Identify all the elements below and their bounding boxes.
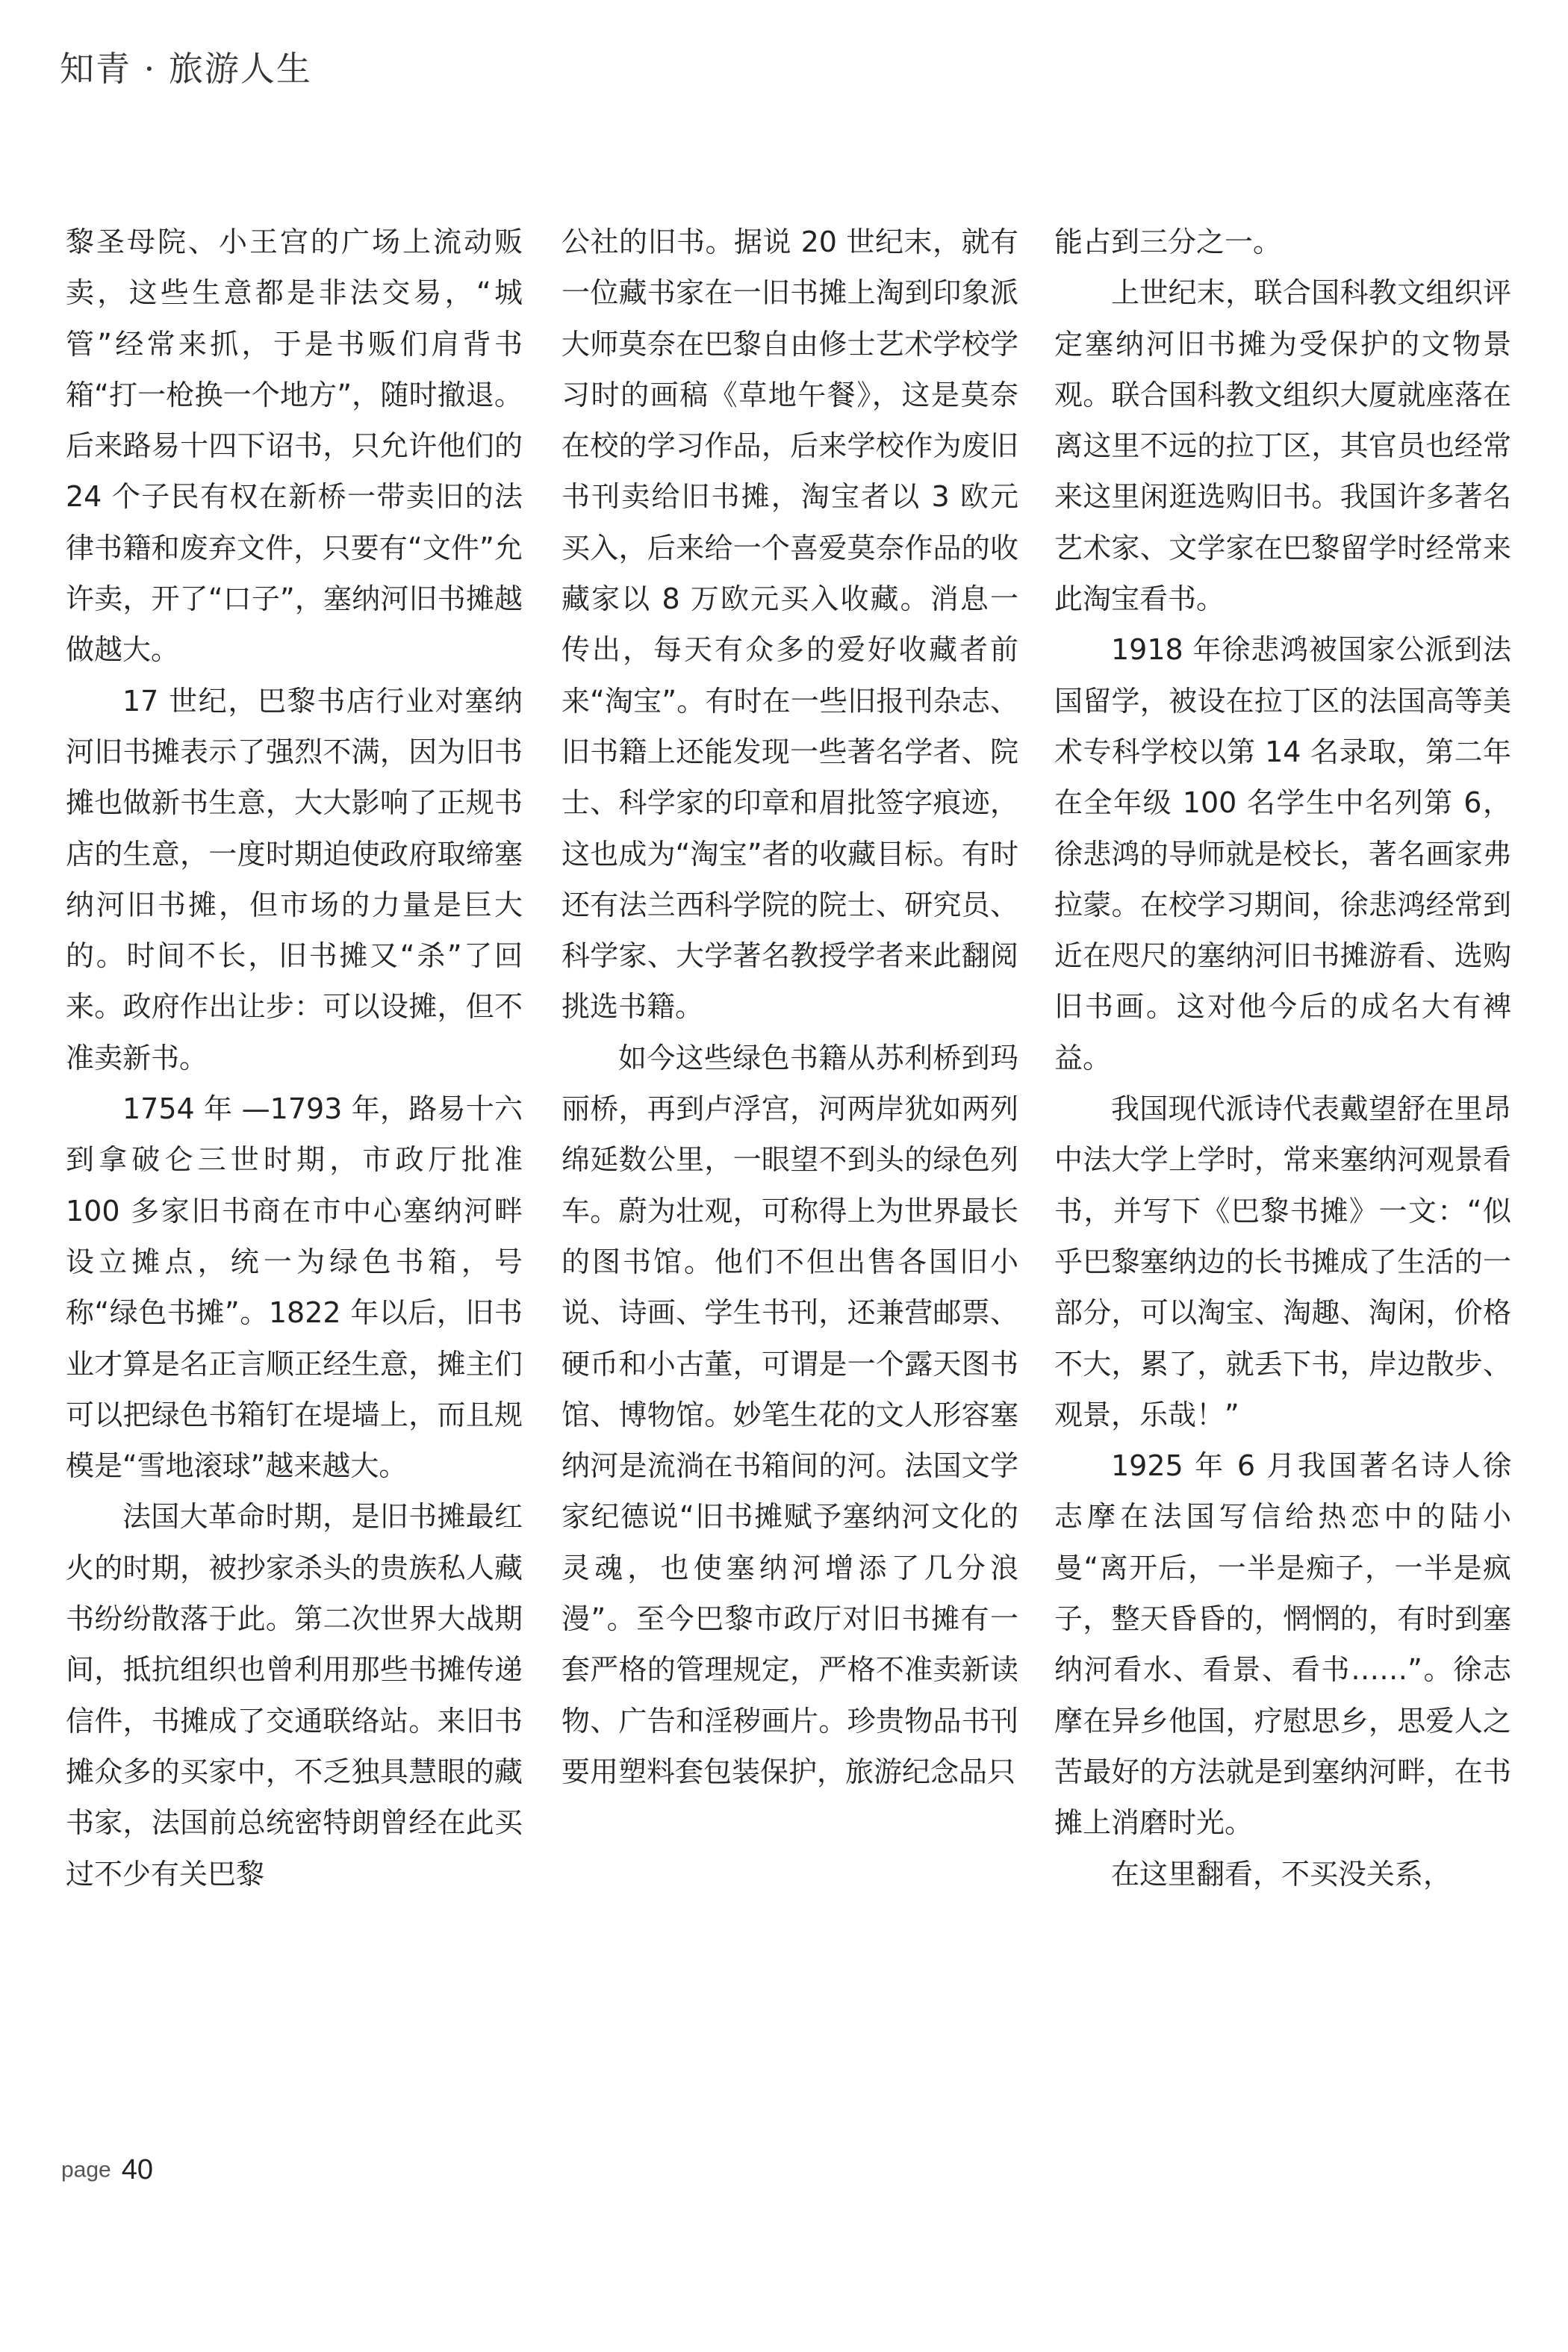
paragraph: 上世纪末，联合国科教文组织评定塞纳河旧书摊为受保护的文物景观。联合国科教文组织大厦就座落在离这里不远的拉丁区，其官员也经常来这里闲逛选购旧书。我国许多著名艺术家、文学家在巴黎留学时经常来此淘宝看书。: [1054, 276, 1511, 616]
page-number: 40: [121, 2154, 154, 2185]
paragraph: 公社的旧书。据说 20 世纪末，就有一位藏书家在一旧书摊上淘到印象派大师莫奈在巴黎自由修士艺术学校学习时的画稿《草地午餐》，这是莫奈在校的学习作品，后来学校作为废旧书刊卖给旧书摊，淘宝者以 3 欧元买入，后来给一个喜爱莫奈作品的收藏家以 8 万欧元买入收藏。消息一传出，每天有众多的爱好收藏者前来“淘宝”。有时在一些旧报刊杂志、旧书籍上还能发现一些著名学者、院士、科学家的印章和眉批签字痕迹，这也成为“淘宝”者的收藏目标。有时还有法兰西科学院的院士、研究员、科学家、大学著名教授学者来此翻阅挑选书籍。: [561, 225, 1018, 1024]
paragraph: 能占到三分之一。: [1054, 225, 1282, 258]
text-column-2: [561, 217, 1018, 1797]
paragraph: 1918 年徐悲鸿被国家公派到法国留学，被设在拉丁区的法国高等美术专科学校以第 14 名录取，第二年在全年级 100 名学生中名列第 6，徐悲鸿的导师就是校长，著名画家弗拉蒙。在校学习期间，徐悲鸿经常到近在咫尺的塞纳河旧书摊游看、选购旧书画。这对他今后的成名大有裨益。: [1054, 633, 1511, 1074]
text-column-1: [66, 217, 523, 1900]
text-column-3: [1054, 217, 1511, 1900]
paragraph: 1754 年 —1793 年，路易十六到拿破仑三世时期，市政厅批准 100 多家旧书商在市中心塞纳河畔设立摊点，统一为绿色书箱，号称“绿色书摊”。1822 年以后，旧书业才算是名正言顺正经生意，摊主们可以把绿色书箱钉在堤墙上，而且规模是“雪地滚球”越来越大。: [66, 1092, 523, 1483]
paragraph: 在这里翻看，不买没关系，: [1111, 1857, 1452, 1891]
paragraph: 1925 年 6 月我国著名诗人徐志摩在法国写信给热恋中的陆小曼“离开后，一半是痴子，一半是疯子，整天昏昏的，惘惘的，有时到塞纳河看水、看景、看书……”。徐志摩在异乡他国，疗慰思乡，思爱人之苦最好的方法就是到塞纳河畔，在书摊上消磨时光。: [1054, 1449, 1511, 1840]
paragraph: 黎圣母院、小王宫的广场上流动贩卖，这些生意都是非法交易，“城管”经常来抓，于是书贩们肩背书箱“打一枪换一个地方”，随时撤退。后来路易十四下诏书，只允许他们的 24 个子民有权在新桥一带卖旧的法律书籍和废弃文件，只要有“文件”允许卖，开了“口子”，塞纳河旧书摊越做越大。: [66, 225, 523, 667]
paragraph: 法国大革命时期，是旧书摊最红火的时期，被抄家杀头的贵族私人藏书纷纷散落于此。第二次世界大战期间，抵抗组织也曾利用那些书摊传递信件，书摊成了交通联络站。来旧书摊众多的买家中，不乏独具慧眼的藏书家，法国前总统密特朗曾经在此买过不少有关巴黎: [66, 1500, 523, 1891]
page-footer: [61, 2154, 153, 2186]
section-title: 知青 · 旅游人生: [60, 49, 312, 89]
paragraph: 17 世纪，巴黎书店行业对塞纳河旧书摊表示了强烈不满，因为旧书摊也做新书生意，大大影响了正规书店的生意，一度时期迫使政府取缔塞纳河旧书摊，但市场的力量是巨大的。时间不长，旧书摊又“杀”了回来。政府作出让步：可以设摊，但不准卖新书。: [66, 684, 523, 1074]
paragraph: 我国现代派诗代表戴望舒在里昂中法大学上学时，常来塞纳河观景看书，并写下《巴黎书摊》一文：“似乎巴黎塞纳边的长书摊成了生活的一部分，可以淘宝、淘趣、淘闲，价格不大，累了，就丢下书，岸边散步、观景，乐哉！”: [1054, 1092, 1511, 1431]
paragraph: 如今这些绿色书籍从苏利桥到玛丽桥，再到卢浮宫，河两岸犹如两列绵延数公里，一眼望不到头的绿色列车。蔚为壮观，可称得上为世界最长的图书馆。他们不但出售各国旧小说、诗画、学生书刊，还兼营邮票、硬币和小古董，可谓是一个露天图书馆、博物馆。妙笔生花的文人形容塞纳河是流淌在书箱间的河。法国文学家纪德说“旧书摊赋予塞纳河文化的灵魂，也使塞纳河增添了几分浪漫”。至今巴黎市政厅对旧书摊有一套严格的管理规定，严格不准卖新读物、广告和淫秽画片。珍贵物品书刊要用塑料套包装保护，旅游纪念品只: [561, 1041, 1018, 1788]
page-label: page: [61, 2157, 111, 2183]
